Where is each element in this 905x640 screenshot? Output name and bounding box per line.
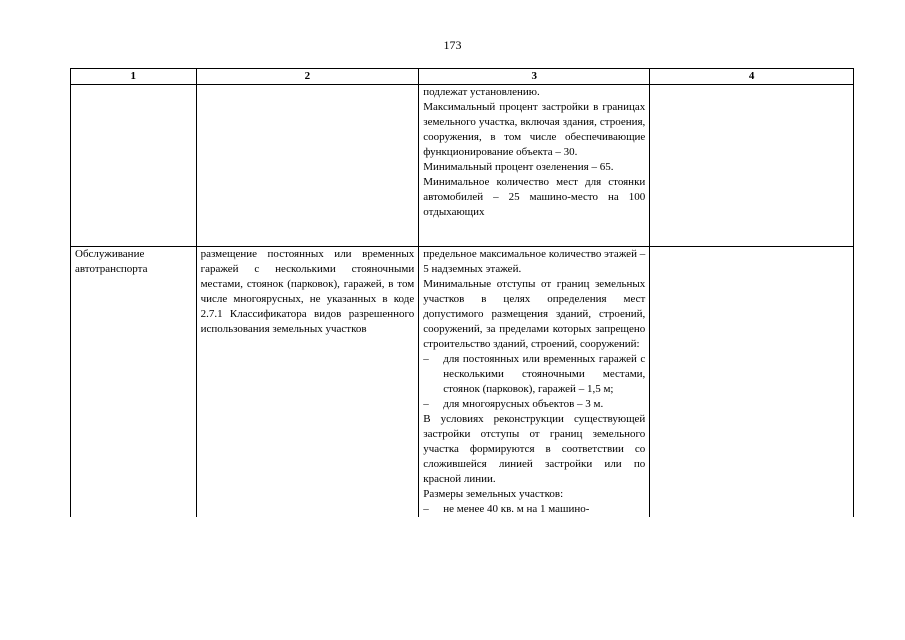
row2-col2-cell: [196, 247, 419, 518]
row1-col3-para: Минимальный процент озеленения – 65.: [423, 161, 614, 173]
dash-bullet: –: [423, 503, 429, 515]
use-type-name: Обслуживание автотранспорта: [75, 248, 148, 275]
row2-col3-para: предельное максимальное количество этажей – 5 надземных этажей.: [423, 248, 646, 275]
row2-col1-cell: [71, 247, 197, 518]
table-row: [71, 85, 854, 247]
list-item: [423, 397, 645, 412]
row1-col4-cell: [650, 85, 854, 247]
row1-col2-cell: [196, 85, 419, 247]
row1-col3-para: подлежат установлению.: [423, 86, 540, 98]
list-item: [423, 352, 645, 397]
regulations-table: [70, 68, 854, 517]
row2-col3-para: Минимальные отступы от границ земельных участков в целях определения мест допустимого размещения зданий, строений, сооружений, за пределами которых запрещено строительство зданий, строений, сооружений:: [423, 278, 646, 350]
row1-col3-cell: [419, 85, 650, 247]
column-header-3: 3: [419, 69, 650, 85]
row1-col3-para: Минимальное количество мест для стоянки автомобилей – 25 машино-место на 100 отдыхающих: [423, 176, 646, 218]
column-header-4: 4: [650, 69, 854, 85]
dash-bullet: –: [423, 353, 429, 365]
table-row: [71, 247, 854, 518]
column-header-2: 2: [196, 69, 419, 85]
page-number: 173: [443, 38, 462, 52]
dash-bullet: –: [423, 398, 429, 410]
row1-col3-para: Максимальный процент застройки в границах земельного участка, включая здания, строения, сооружения, в том числе обеспечивающие функционирование объекта – 30.: [423, 101, 646, 158]
list-item-text: не менее 40 кв. м на 1 машино-: [443, 503, 590, 515]
row2-col3-para: Размеры земельных участков:: [423, 488, 564, 500]
column-header-1: 1: [71, 69, 197, 85]
row1-col1-cell: [71, 85, 197, 247]
row2-col3-para: В условиях реконструкции существующей застройки отступы от границ земельного участка формируются в соответствии со сложившейся линией застройки или по красной линии.: [423, 413, 646, 485]
table-header-row: [71, 69, 854, 85]
list-item-text: для постоянных или временных гаражей с несколькими стояночными местами, стоянок (парковок), гаражей – 1,5 м;: [443, 353, 646, 395]
list-item-text: для многоярусных объектов – 3 м.: [443, 398, 604, 410]
use-type-description: размещение постоянных или временных гаражей с несколькими стояночными местами, стоянок (парковок), гаражей, в том числе многоярусных, не указанных в коде 2.7.1 Классификатора видов разрешенного использования земельных участков: [200, 248, 415, 335]
row2-col4-cell: [650, 247, 854, 518]
list-item: [423, 502, 645, 517]
row2-col3-cell: [419, 247, 650, 518]
